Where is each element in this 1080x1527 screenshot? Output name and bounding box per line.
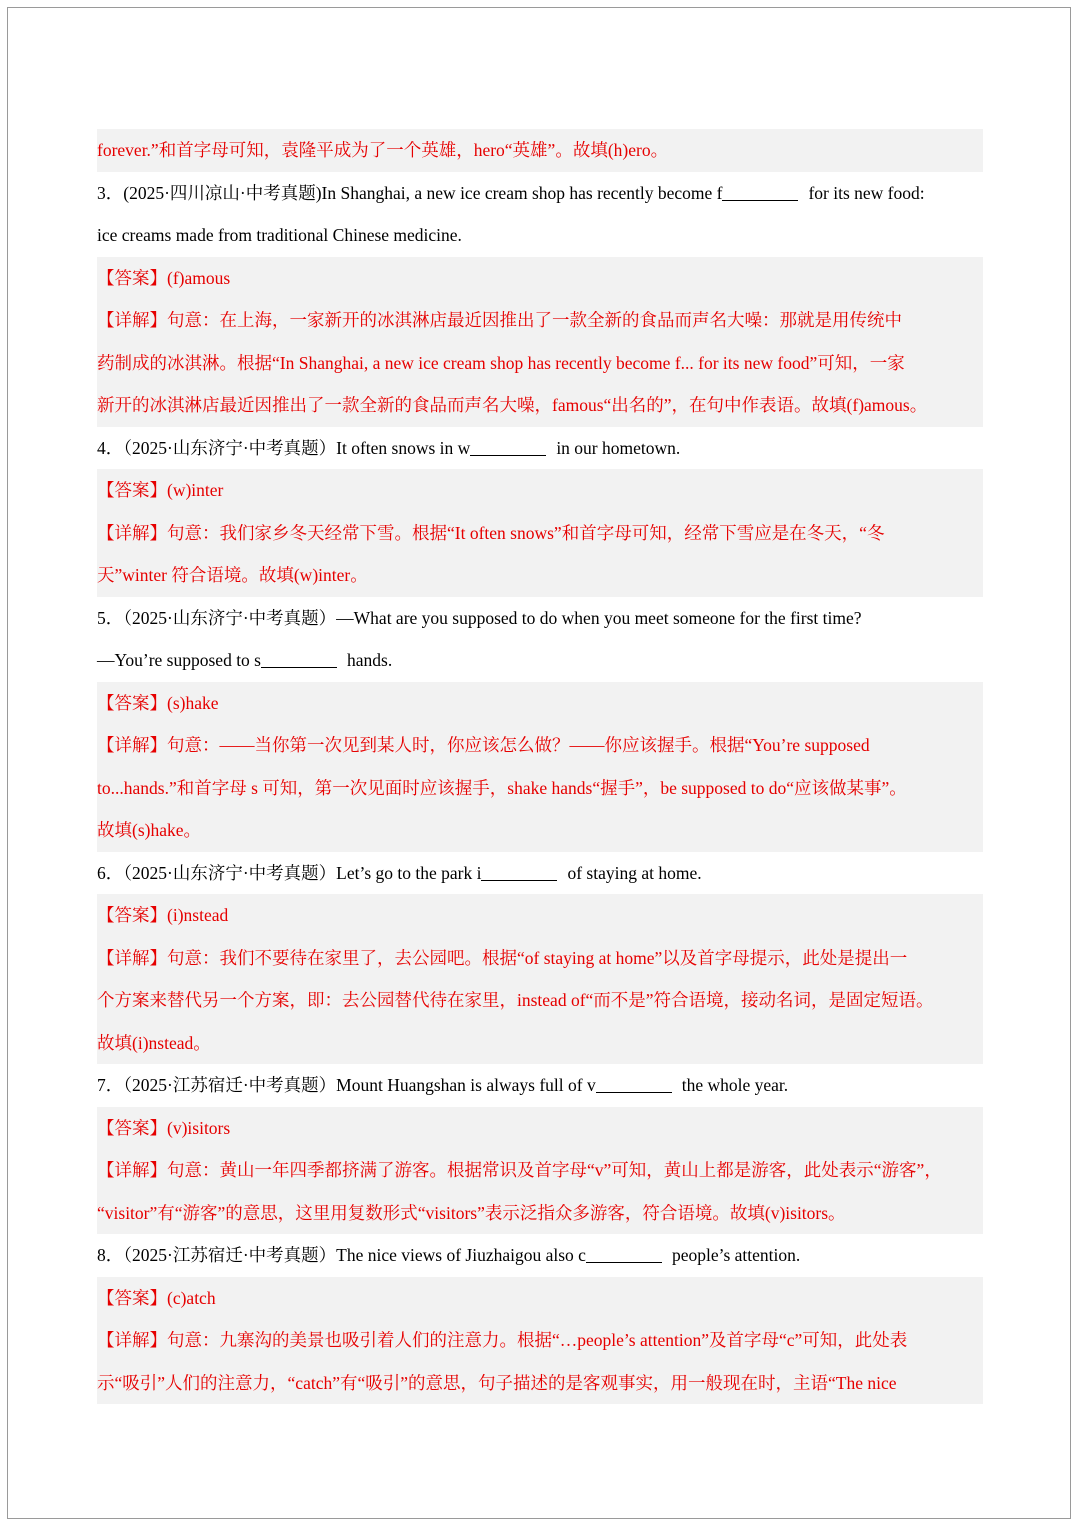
answer-line: 【详解】句意：我们不要待在家里了，去公园吧。根据“of staying at home”以及首字母提示，此处是提出一 — [97, 937, 983, 980]
question-text: 3．(2025·四川凉山·中考真题)In Shanghai, a new ice cream shop has recently become f — [97, 182, 723, 203]
answer-line: 【答案】(c)atch — [97, 1277, 983, 1320]
question-text-after: in our hometown. — [556, 437, 681, 458]
answer-line: 个方案来替代另一个方案，即：去公园替代待在家里，instead of“而不是”符合语境，接动名词，是固定短语。 — [97, 979, 983, 1022]
answer-line: 【详解】句意：在上海，一家新开的冰淇淋店最近因推出了一款全新的食品而声名大噪：那就是用传统中 — [97, 299, 983, 342]
answer-line: 故填(s)hake。 — [97, 809, 983, 852]
answer-line: forever.”和首字母可知，袁隆平成为了一个英雄，hero“英雄”。故填(h)ero。 — [97, 129, 983, 172]
question-line: 5．（2025·山东济宁·中考真题）—What are you supposed to do when you meet someone for the first time? — [97, 607, 862, 628]
question-text-after: of staying at home. — [567, 862, 702, 883]
fill-blank — [586, 1245, 662, 1264]
answer-line: 【答案】(w)inter — [97, 469, 983, 512]
question-text-after: for its new food: — [808, 182, 925, 203]
answer-line: “visitor”有“游客”的意思，这里用复数形式“visitors”表示泛指众多游客，符合语境。故填(v)isitors。 — [97, 1192, 983, 1235]
question-text-after: the whole year. — [681, 1075, 789, 1095]
question-text: 6．（2025·山东济宁·中考真题）Let’s go to the park i — [97, 862, 482, 883]
question-line — [97, 852, 983, 895]
answer-line: 【答案】(f)amous — [97, 257, 983, 300]
question-text: —You’re supposed to s — [97, 650, 261, 670]
question-line — [97, 639, 983, 682]
question-line — [97, 172, 983, 215]
question-line — [97, 1234, 983, 1277]
answer-line: 新开的冰淇淋店最近因推出了一款全新的食品而声名大噪，famous“出名的”，在句中作表语。故填(f)amous。 — [97, 384, 983, 427]
question-line — [97, 427, 983, 470]
answer-line: 【答案】(v)isitors — [97, 1107, 983, 1150]
answer-line: 【详解】句意：——当你第一次见到某人时，你应该怎么做？——你应该握手。根据“You’re supposed — [97, 724, 983, 767]
document-body — [97, 129, 983, 1404]
question-text-after: hands. — [347, 650, 393, 670]
fill-blank — [722, 182, 798, 201]
question-text-after: people’s attention. — [671, 1245, 801, 1265]
answer-line: 【答案】(s)hake — [97, 682, 983, 725]
answer-line: 【详解】句意：我们家乡冬天经常下雪。根据“It often snows”和首字母可知，经常下雪应是在冬天，“冬 — [97, 512, 983, 555]
answer-line: 【详解】句意：九寨沟的美景也吸引着人们的注意力。根据“…people’s attention”及首字母“c”可知，此处表 — [97, 1319, 983, 1362]
answer-line: 【答案】(i)nstead — [97, 894, 983, 937]
question-text: 8．（2025·江苏宿迁·中考真题）The nice views of Jiuzhaigou also c — [97, 1245, 586, 1265]
question-text: 7．（2025·江苏宿迁·中考真题）Mount Huangshan is always full of v — [97, 1075, 596, 1095]
answer-line: 药制成的冰淇淋。根据“In Shanghai, a new ice cream shop has recently become f... for its new food”可知，一家 — [97, 342, 983, 385]
fill-blank — [481, 862, 557, 881]
answer-line: 【详解】句意：黄山一年四季都挤满了游客。根据常识及首字母“v”可知，黄山上都是游客，此处表示“游客”， — [97, 1149, 983, 1192]
answer-line: 示“吸引”人们的注意力，“catch”有“吸引”的意思，句子描述的是客观事实，用一般现在时，主语“The nice — [97, 1362, 983, 1405]
question-line: ice creams made from traditional Chinese medicine. — [97, 225, 462, 245]
fill-blank — [596, 1075, 672, 1094]
fill-blank — [261, 650, 337, 669]
fill-blank — [470, 437, 546, 456]
answer-line: 故填(i)nstead。 — [97, 1022, 983, 1065]
answer-line: to...hands.”和首字母 s 可知，第一次见面时应该握手，shake hands“握手”，be supposed to do“应该做某事”。 — [97, 767, 983, 810]
question-text: 4．（2025·山东济宁·中考真题）It often snows in w — [97, 437, 471, 458]
answer-line: 天”winter 符合语境。故填(w)inter。 — [97, 554, 983, 597]
question-line — [97, 1064, 983, 1107]
